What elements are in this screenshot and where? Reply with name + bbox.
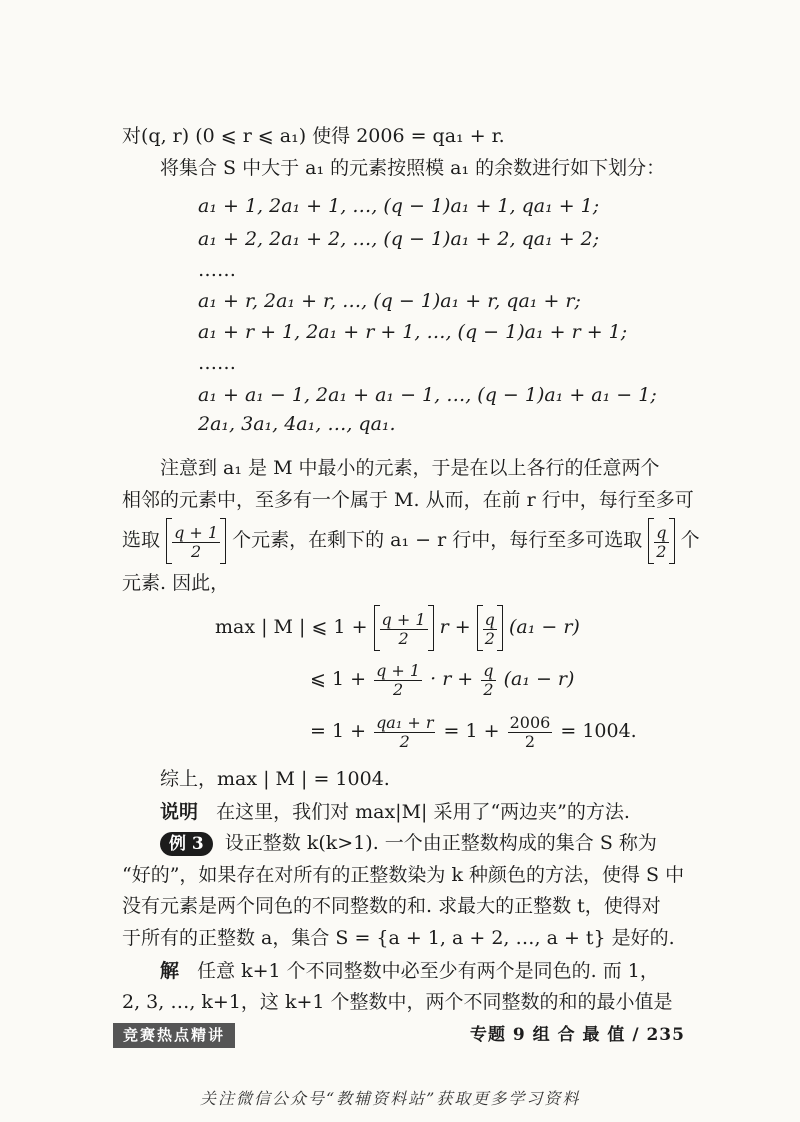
example-line (160, 830, 657, 856)
partition-row: …… (198, 352, 236, 374)
fraction (172, 524, 220, 561)
fraction (374, 662, 422, 699)
equation-fragment: = 1004. (560, 720, 637, 742)
text-line: “好的”，如果存在对所有的正整数染为 k 种颜色的方法，使得 S 中 (122, 864, 685, 886)
equation-fragment: (a₁ − r) (508, 616, 580, 638)
floor-bracket (648, 518, 674, 564)
equation-fragment: = 1 + (443, 720, 500, 742)
fraction-numerator: q + 1 (381, 609, 426, 629)
fraction-numerator: q + 1 (174, 522, 219, 542)
partition-row: 2a₁, 3a₁, 4a₁, …, qa₁. (198, 413, 396, 435)
fraction-numerator: q + 1 (376, 660, 421, 680)
partition-row: a₁ + r, 2a₁ + r, …, (q − 1)a₁ + r, qa₁ + r; (198, 290, 581, 312)
example-badge: 例 3 (160, 832, 213, 856)
partition-row: a₁ + 2, 2a₁ + 2, …, (q − 1)a₁ + 2, qa₁ + 2; (198, 228, 600, 250)
fraction-numerator: 2006 (509, 712, 551, 732)
note-text: 在这里，我们对 max|M| 采用了“两边夹”的方法. (216, 801, 630, 823)
text-fragment: 个元素，在剩下的 a₁ − r 行中，每行至多可选取 (232, 529, 643, 551)
equation-fragment: ⩽ 1 + (310, 668, 367, 690)
fraction (483, 611, 497, 648)
fraction-denominator: 2 (483, 679, 494, 699)
text-line: 将集合 S 中大于 a₁ 的元素按照模 a₁ 的余数进行如下划分： (160, 157, 666, 179)
floor-bracket (374, 605, 434, 651)
fraction-numerator: q (483, 660, 494, 680)
text-line: 2, 3, …, k+1，这 k+1 个整数中，两个不同整数的和的最小值是 (122, 991, 673, 1013)
fraction (481, 662, 495, 699)
text-fragment: 选取 (122, 529, 161, 551)
text-line-with-fractions (122, 517, 700, 564)
text-fragment: 个 (680, 529, 700, 551)
text-line: 对(q, r) (0 ⩽ r ⩽ a₁) 使得 2006 = qa₁ + r. (122, 125, 505, 147)
solution-text: 任意 k+1 个不同整数中必至少有两个是同色的. 而 1， (197, 960, 659, 982)
footer-page-label: 专题 9 组 合 最 值 / 235 (470, 1025, 685, 1045)
fraction-denominator: 2 (524, 731, 536, 751)
footer-series-label: 竞赛热点精讲 (113, 1023, 235, 1048)
partition-row: a₁ + 1, 2a₁ + 1, …, (q − 1)a₁ + 1, qa₁ + 1; (198, 195, 600, 217)
equation-fragment: (a₁ − r) (503, 668, 575, 690)
text-line: 注意到 a₁ 是 M 中最小的元素，于是在以上各行的任意两个 (160, 457, 660, 479)
text-line: 相邻的元素中，至多有一个属于 M. 从而，在前 r 行中，每行至多可 (122, 489, 694, 511)
partition-row: …… (198, 259, 236, 281)
fraction-denominator: 2 (392, 679, 404, 699)
floor-bracket (477, 605, 503, 651)
example-text: 设正整数 k(k>1). 一个由正整数构成的集合 S 称为 (224, 832, 657, 854)
fraction-numerator: q (656, 522, 667, 542)
solution-line (160, 958, 659, 984)
text-line: 没有元素是两个同色的不同整数的和. 求最大的正整数 t，使得对 (122, 895, 661, 917)
equation-line (310, 656, 574, 702)
fraction-denominator: 2 (399, 731, 410, 751)
equation-line (215, 604, 580, 651)
fraction-numerator: qa₁ + r (376, 712, 434, 732)
fraction (508, 714, 553, 751)
fraction-denominator: 2 (190, 541, 202, 561)
text-line: 于所有的正整数 a，集合 S = {a + 1, a + 2, …, a + t} 是好的. (122, 927, 675, 949)
partition-row: a₁ + r + 1, 2a₁ + r + 1, …, (q − 1)a₁ + r + 1; (198, 321, 628, 343)
equation-fragment: · r + (430, 668, 474, 690)
equation-line (310, 708, 637, 754)
fraction-numerator: q (484, 609, 495, 629)
fraction-denominator: 2 (398, 628, 409, 648)
equation-fragment: max | M | ⩽ 1 + (215, 616, 368, 638)
equation-fragment: = 1 + (310, 720, 367, 742)
solution-label: 解 (160, 960, 180, 982)
note-line (160, 799, 630, 825)
watermark-text: 关注微信公众号“教辅资料站”获取更多学习资料 (200, 1089, 581, 1108)
note-label: 说明 (160, 801, 199, 823)
fraction (380, 611, 428, 648)
text-line: 综上，max | M | = 1004. (160, 768, 390, 790)
fraction (374, 714, 435, 751)
fraction (654, 524, 668, 561)
text-line: 元素. 因此， (122, 572, 230, 594)
fraction-denominator: 2 (656, 541, 667, 561)
equation-fragment: r + (439, 616, 471, 638)
floor-bracket (166, 518, 226, 564)
fraction-denominator: 2 (484, 628, 495, 648)
partition-row: a₁ + a₁ − 1, 2a₁ + a₁ − 1, …, (q − 1)a₁ + a₁ − 1; (198, 384, 657, 406)
